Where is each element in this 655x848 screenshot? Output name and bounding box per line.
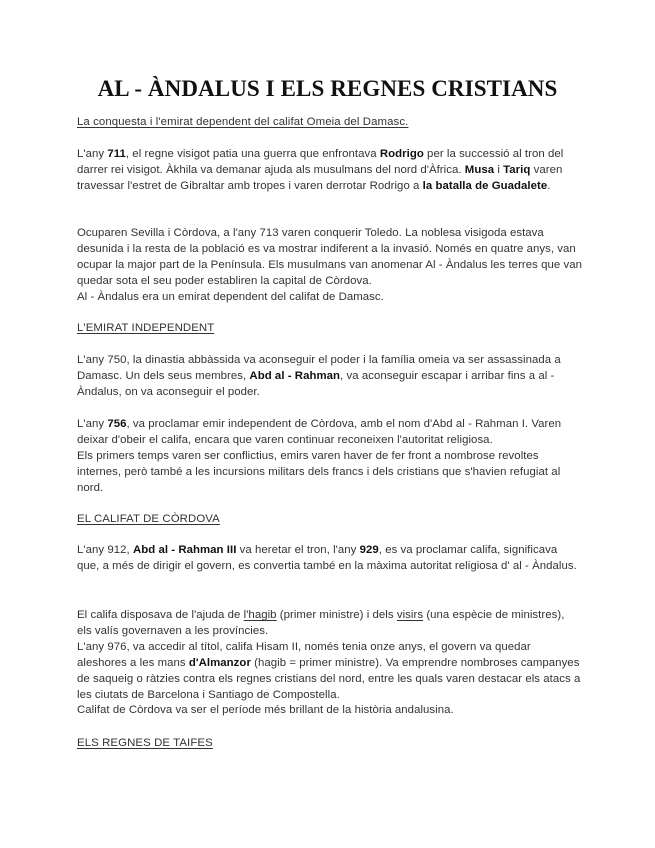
term-visirs: visirs xyxy=(396,609,424,621)
page-title: AL - ÀNDALUS I ELS REGNES CRISTIANS xyxy=(97,76,558,101)
paragraph-emirat-1: L'any 750, la dinastia abbàssida va aconseguir el poder i la família omeia va ser assassinada a Damasc. Un dels seus membres, Abd al - Rahman, va aconseguir escapar i arribar fins a al - Àndalus, on va aconseguir el poder. xyxy=(77,354,561,398)
section-heading-conquest: La conquesta i l'emirat dependent del califat Omeia del Damasc. xyxy=(77,116,409,128)
paragraph-conquest-2: Ocuparen Sevilla i Còrdova, a l'any 713 varen conquerir Toledo. La noblesa visigoda estava desunida i la resta de la població es va mostrar indiferent a la invasió. Només en quatre anys, van ocupar la major part de la Península. Els musulmans van anomenar Al - Àndalus les terres que van quedar sota el seu poder establiren la capital de Còrdova. Al - Àndalus era un emirat dependent del califat de Damasc. xyxy=(77,227,582,303)
term-hagib: l'hagib xyxy=(243,609,277,621)
paragraph-califat-1: L'any 912, Abd al - Rahman III va heretar el tron, l'any 929, es va proclamar califa, significava que, a més de dirigir el govern, es convertia també en la màxima autoritat religiosa d' al - Àndalus. xyxy=(77,544,577,572)
paragraph-califat-2: El califa disposava de l'ajuda de l'hagib (primer ministre) i dels visirs (una espècie de ministres), els valís governaven a les províncies. L'any 976, va accedir al títol, califa Hisam II, només tenia onze anys, el govern va quedar aleshores a les mans d'Almanzor (hagib = primer ministre). Va emprendre nombroses campanyes de saqueig o ràtzies contra els regnes cristians del nord, entre les quals varen destacar els atacs a les ciutats de Barcelona i Santiago de Compostella. Califat de Còrdova va ser el període més brillant de la història andalusina. xyxy=(77,609,581,717)
paragraph-conquest-1: L'any 711, el regne visigot patia una guerra que enfrontava Rodrigo per la successió al tron del darrer rei visigot. Àkhila va demanar ajuda als musulmans del nord d'Àfrica. Musa i Tariq varen travessar l'estret de Gibraltar amb tropes i varen derrotar Rodrigo a la batalla de Guadalete. xyxy=(77,148,564,192)
section-heading-emirat: L'EMIRAT INDEPENDENT xyxy=(77,322,215,334)
section-heading-taifes: ELS REGNES DE TAIFES xyxy=(77,737,213,749)
section-heading-califat: EL CALIFAT DE CÒRDOVA xyxy=(77,513,220,525)
paragraph-emirat-2: L'any 756, va proclamar emir independent de Còrdova, amb el nom d'Abd al - Rahman I. Varen deixar d'obeir el califa, encara que varen continuar reconeixen l'autoritat religiosa. Els primers temps varen ser conflictius, emirs varen haver de fer front a nombrose revoltes internes, però també a les incursions militars dels francs i dels cristians que s'havien refugiat al nord. xyxy=(77,418,562,494)
